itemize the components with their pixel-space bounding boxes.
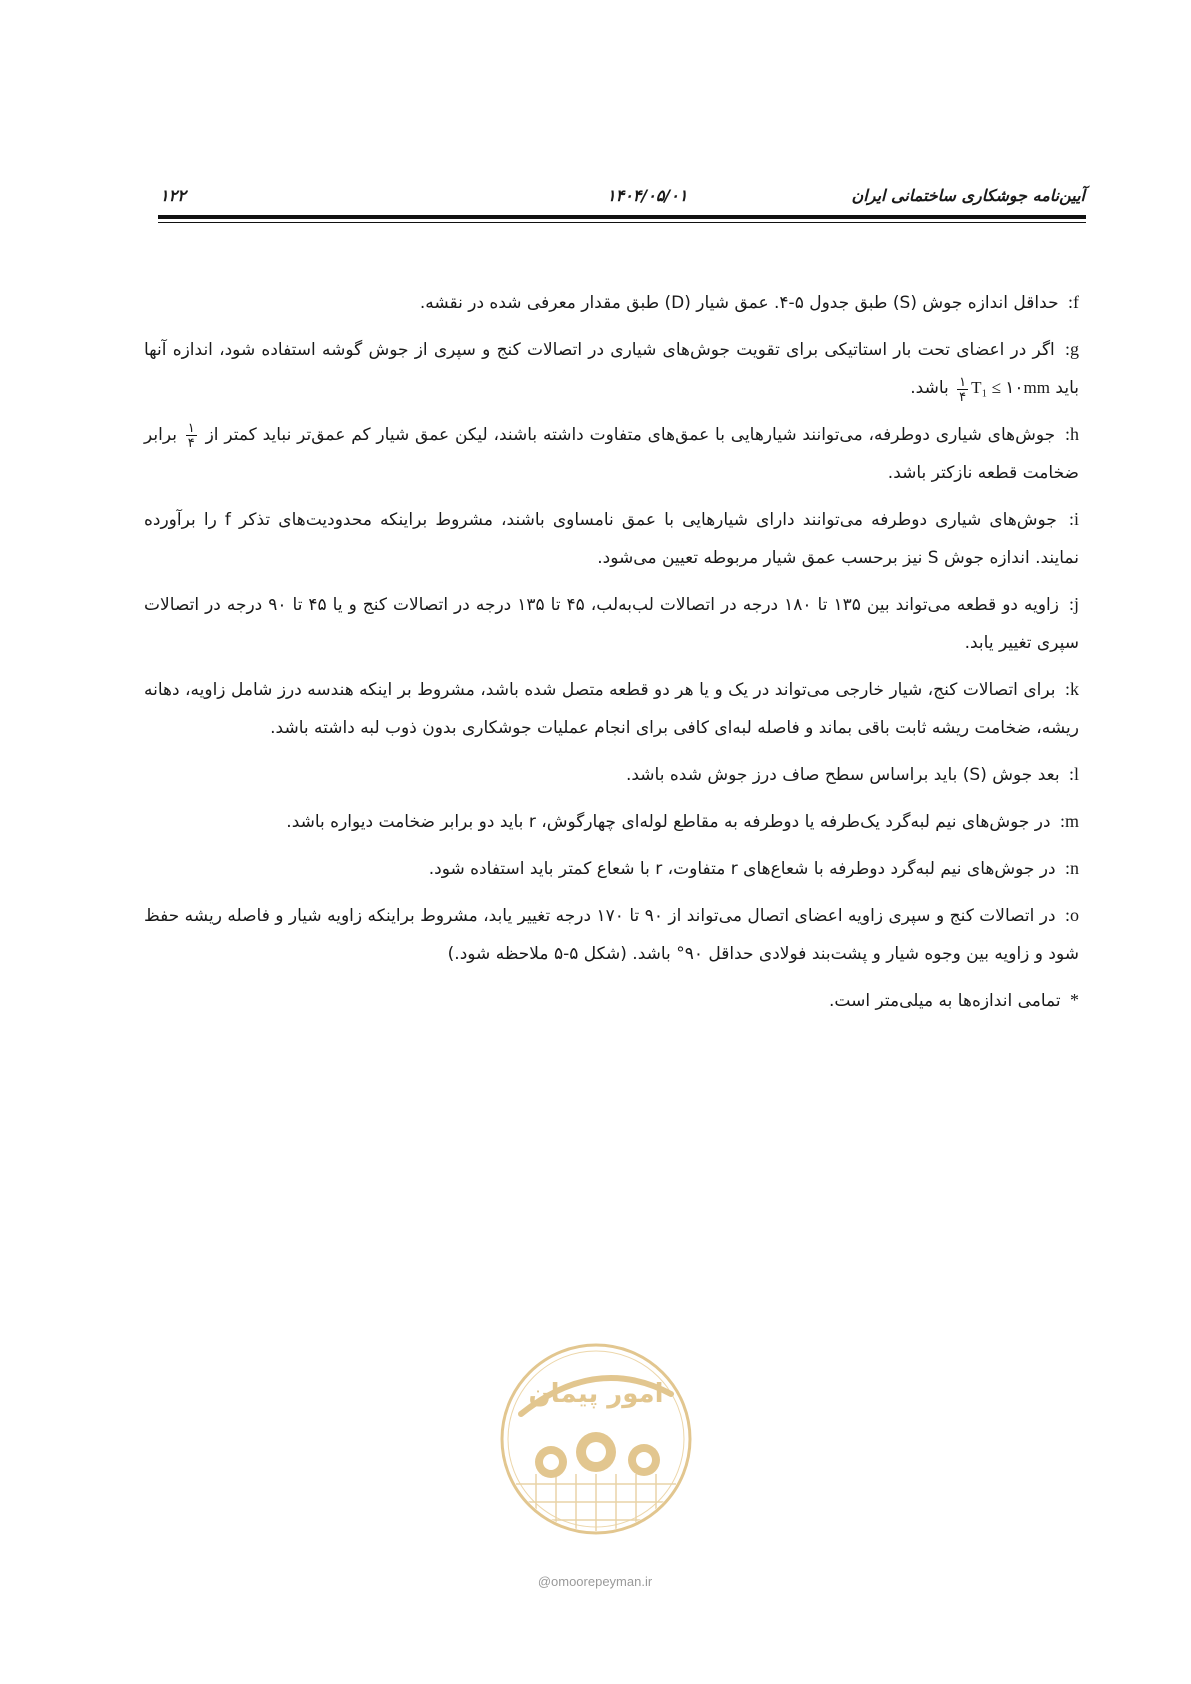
formula (954, 369, 1050, 407)
note-label: l: (1068, 764, 1079, 784)
note-k (144, 670, 1079, 747)
note-label: o: (1064, 905, 1079, 925)
note-label: k: (1064, 679, 1079, 699)
note-text: جوش‌های شیاری دوطرفه، می‌توانند شیارهایی با عمق‌های متفاوت داشته باشند، لیکن عمق شیار کم عمق‌تر نباید کمتر از (205, 425, 1056, 445)
note-text-after: برابر ضخامت قطعه نازکتر باشد. (144, 425, 1079, 483)
notes-list (144, 283, 1079, 1028)
header-title: آیین‌نامه جوشکاری ساختمانی ایران (851, 186, 1085, 205)
note-o (144, 896, 1079, 973)
fraction-numerator: ۱ (187, 419, 195, 435)
note-f (144, 283, 1079, 322)
header-rule-thick (158, 215, 1086, 219)
note-m (144, 802, 1079, 841)
fraction (186, 421, 197, 450)
header-date: ۱۴۰۴/۰۵/۰۱ (607, 186, 688, 205)
note-i (144, 500, 1079, 577)
note-text: در جوش‌های نیم لبه‌گرد یک‌طرفه یا دوطرفه به مقاطع لوله‌ای چهارگوش، r باید دو برابر ضخامت دیواره باشد. (286, 812, 1051, 832)
note-text: در اتصالات کنج و سپری زاویه اعضای اتصال می‌تواند از ۹۰ تا ۱۷۰ درجه تغییر یابد، مشروط براینکه زاویه شیار و فاصله ریشه حفظ شود و زاویه بین وجوه شیار و پشت‌بند فولادی حداقل ۹۰° باشد. (شکل ۵-۵ ملاحظه شود.) (144, 906, 1079, 964)
note-label: * (1070, 990, 1079, 1010)
note-label: n: (1064, 858, 1079, 878)
page-header (160, 186, 1085, 210)
note-text: در جوش‌های نیم لبه‌گرد دوطرفه با شعاع‌های r متفاوت، r با شعاع کمتر باید استفاده شود. (428, 859, 1056, 879)
note-label: i: (1068, 509, 1079, 529)
note-units (144, 981, 1079, 1020)
note-text: بعد جوش (S) باید براساس سطح صاف درز جوش شده باشد. (625, 765, 1060, 785)
fraction-denominator: ۴ (959, 388, 967, 404)
fraction-denominator: ۴ (187, 434, 195, 450)
note-g (144, 330, 1079, 407)
note-text: تمامی اندازه‌ها به میلی‌متر است. (829, 991, 1061, 1011)
note-n (144, 849, 1079, 888)
note-text: برای اتصالات کنج، شیار خارجی می‌تواند در یک و یا هر دو قطعه متصل شده باشد، مشروط بر اینکه هندسه درز شامل زاویه، دهانه ریشه، ضخامت ریشه ثابت باقی بماند و فاصله لبه‌ای کافی برای انجام عملیات جوشکاری بدون ذوب لبه داشته باشد. (144, 680, 1079, 738)
note-text: حداقل اندازه جوش (S) طبق جدول ۵-۴. عمق شیار (D) طبق مقدار معرفی شده در نقشه. (419, 293, 1059, 313)
note-label: g: (1064, 339, 1079, 359)
note-text: اگر در اعضای تحت بار استاتیکی برای تقویت جوش‌های شیاری در اتصالات کنج و سپری از جوش گوشه استفاده شود، اندازه آنها باید (144, 340, 1079, 398)
note-h (144, 415, 1079, 492)
website-watermark: @omoorepeyman.ir (537, 1574, 653, 1589)
logo-text: امور پیمان (528, 1379, 664, 1409)
note-label: h: (1065, 424, 1080, 444)
note-label: f: (1067, 292, 1079, 312)
omoorepeyman-seal-icon (496, 1334, 696, 1544)
note-label: j: (1068, 594, 1079, 614)
note-text: جوش‌های شیاری دوطرفه می‌توانند دارای شیارهایی با عمق نامساوی باشند، مشروط براینکه محدودیت‌های تذکر f را برآورده نمایند. اندازه جوش S نیز برحسب عمق شیار مربوطه تعیین می‌شود. (144, 510, 1079, 568)
page-number: ۱۲۲ (160, 186, 186, 205)
note-l (144, 755, 1079, 794)
header-rule-thin (158, 222, 1086, 223)
fraction (957, 375, 968, 404)
fraction-numerator: ۱ (959, 373, 967, 389)
note-text: زاویه دو قطعه می‌تواند بین ۱۳۵ تا ۱۸۰ درجه در اتصالات لب‌به‌لب، ۴۵ تا ۱۳۵ درجه در اتصالات کنج و یا ۴۵ تا ۹۰ درجه در اتصالات سپری تغییر یابد. (144, 595, 1079, 653)
note-text-after: باشد. (910, 378, 949, 398)
note-label: m: (1059, 811, 1079, 831)
formula-expression: T₁ ≤ ۱۰mm (971, 378, 1051, 397)
note-j (144, 585, 1079, 662)
